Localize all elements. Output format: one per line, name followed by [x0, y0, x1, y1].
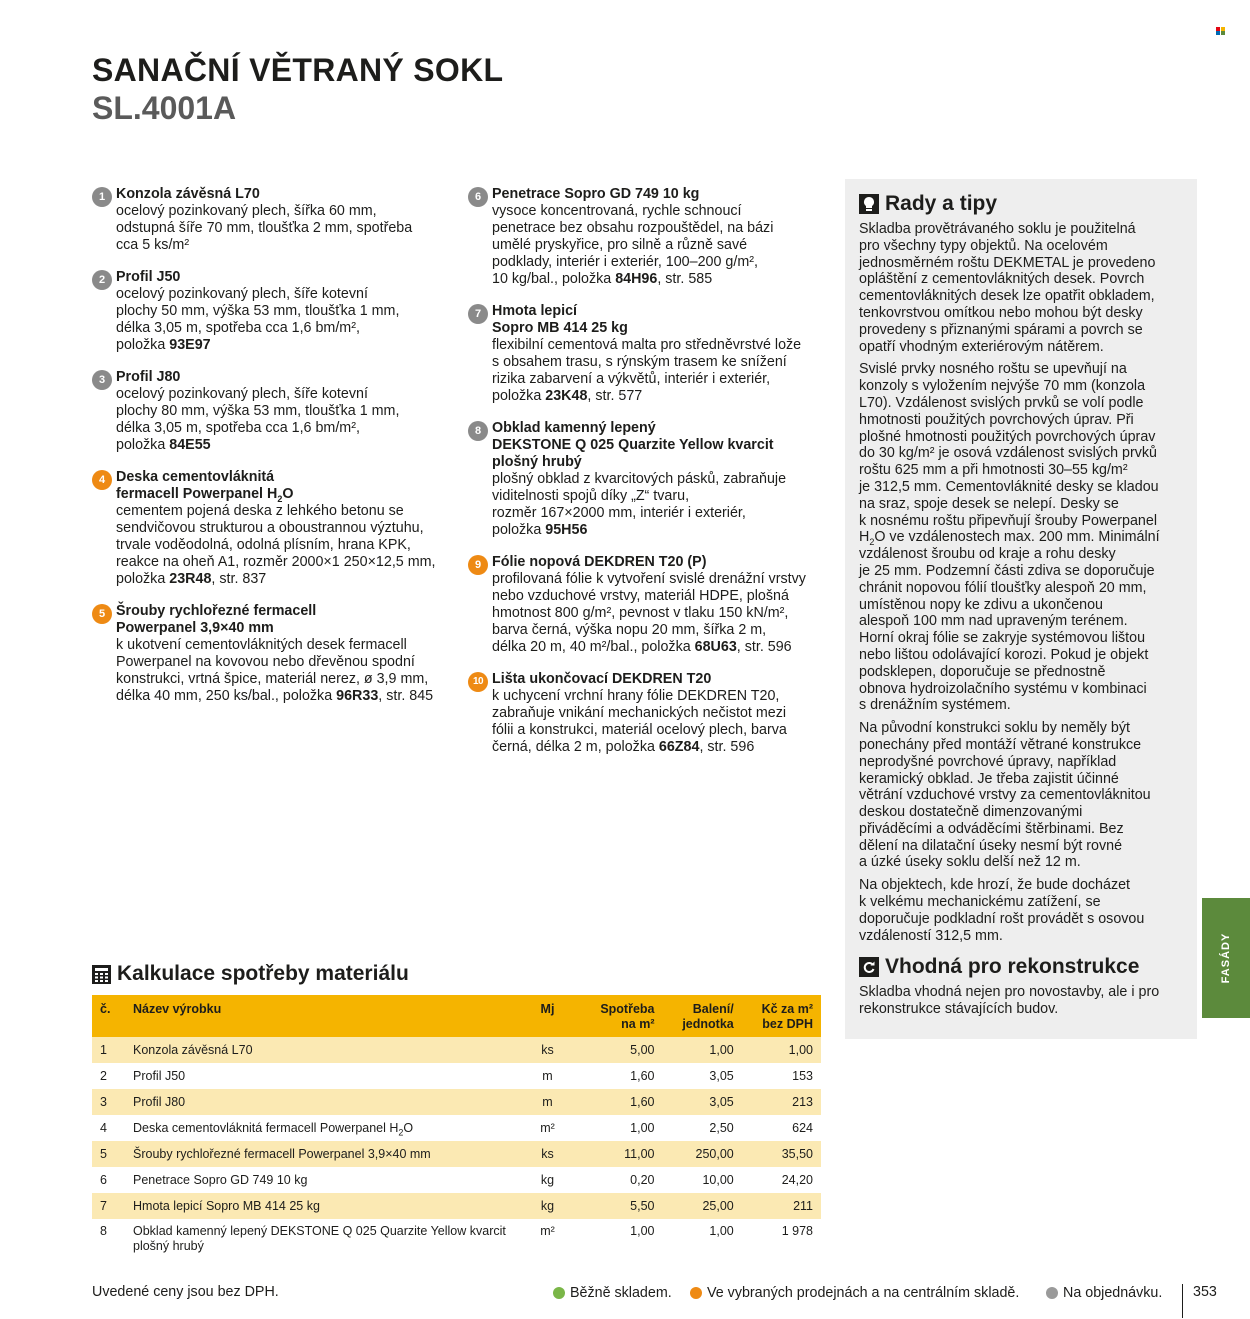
item-desc-line: fólii a konstrukci, materiál ocelový plech, barva [492, 722, 787, 738]
item-number-badge: 10 [468, 672, 488, 692]
col-header-unit: Mj [515, 995, 580, 1037]
renovation-heading: Vhodná pro rekonstrukce [859, 954, 1183, 980]
item-code-line: položka 93E97 [116, 337, 211, 353]
orange-dot-icon [690, 1287, 702, 1299]
table-row: 7 Hmota lepicí Sopro MB 414 25 kg kg 5,50 25,00 211 [92, 1193, 821, 1219]
page-divider [1182, 1284, 1183, 1318]
footer-note: Uvedené ceny jsou bez DPH. [92, 1284, 279, 1300]
item-desc-line: ocelový pozinkovaný plech, šíře kotevní [116, 286, 368, 302]
tips-heading: Rady a tipy [859, 191, 1183, 217]
item-title: Konzola závěsná L70 [116, 186, 260, 202]
item-code: 93E97 [169, 337, 211, 353]
table-row: 3 Profil J80 m 1,60 3,05 213 [92, 1089, 821, 1115]
item-desc-line: odstupná šíře 70 mm, tloušťka 2 mm, spotřeba [116, 220, 413, 236]
item-desc-line: hmotnost 800 g/m², pevnost v tlaku 150 kN/m², [492, 605, 789, 621]
item-number-badge: 3 [92, 370, 112, 390]
page-title: SANAČNÍ VĚTRANÝ SOKL [92, 52, 504, 88]
item-desc-line: flexibilní cementová malta pro středněvrstvé lože [492, 337, 802, 353]
item-title: Fólie nopová DEKDREN T20 (P) [492, 554, 707, 570]
item-desc-line: ocelový pozinkovaný plech, šířka 60 mm, [116, 203, 377, 219]
item-desc-line: plochy 50 mm, výška 53 mm, tloušťka 1 mm, [116, 303, 400, 319]
list-item [92, 369, 452, 454]
calc-table [92, 995, 821, 1259]
item-desc-line: vysoce koncentrovaná, rychle schnoucí [492, 203, 742, 219]
item-desc-line: ocelový pozinkovaný plech, šíře kotevní [116, 386, 368, 402]
item-desc-line: barva černá, výška nopu 20 mm, šířka 2 m, [492, 622, 767, 638]
corner-logo [1216, 27, 1225, 35]
item-code: 23R48 [169, 571, 212, 587]
item-code-line: délka 40 mm, 250 ks/bal., položka 96R33, str. 845 [116, 688, 434, 704]
item-code: 68U63 [694, 639, 737, 655]
tips-paragraph: Svislé prvky nosného roštu se upevňují na konzoly s vyložením nejvýše 70 mm (konzola L70). Vzdálenost svislých prvků se volí podle hmotnosti použitých povrchových úprav. Při plošné hmotnosti použitých povrchových úprav do 30 kg/m² je osová vzdálenost svislých prvků roštu 625 mm a při hmotnosti 30–55 kg/m² je 312,5 mm. Cementovláknité desky se kladou na sraz, spoje desek se nelepí. Desky se k nosnému roštu připevňují šrouby Powerpanel $H_2O$ ve vzdálenostech max. 200 mm. Minimální vzdálenost šroubu od kraje a rohu desky je 25 mm. Podzemní části zdiva se doporučuje chránit nopovou fólií tloušťky alespoň 20 mm, umístěnou nopy ke zdivu a ukončenou alespoň 100 mm nad upraveným terénem. Horní okraj fólie se zakryje systémovou lištou nebo lištou odolávající korozi. Pokud je objekt podsklepen, doporučuje se přednostně obnova hydroizolačního systému v kombinaci s drenážním systémem. [859, 361, 1160, 714]
item-code: 84E55 [169, 437, 211, 453]
list-item [92, 269, 452, 354]
item-desc-line: k uchycení vrchní hrany fólie DEKDREN T20, [492, 688, 780, 704]
item-title: Penetrace Sopro GD 749 10 kg [492, 186, 700, 202]
renovation-text: Skladba vhodná nejen pro novostavby, ale i pro rekonstrukce stávajících budov. [859, 984, 1160, 1018]
item-code: 84H96 [615, 271, 658, 287]
item-number-badge: 5 [92, 604, 112, 624]
item-title: Profil J80 [116, 369, 181, 385]
item-code: 66Z84 [658, 739, 700, 755]
item-desc-line: délka 3,05 m, spotřeba cca 1,6 bm/m², [116, 320, 360, 336]
calc-heading: Kalkulace spotřeby materiálu [92, 962, 409, 986]
item-number-badge: 7 [468, 304, 488, 324]
item-title: plošný hrubý [492, 454, 582, 470]
list-item [92, 469, 452, 588]
green-dot-icon [553, 1287, 565, 1299]
tips-paragraph: Skladba provětrávaného soklu je použitelná pro všechny typy objektů. Na ocelovém jednosměrném roštu DEKMETAL je provedeno opláštění z cementovláknitých desek. Povrch cementovláknitých desek lze opatřit obkladem, tenkovrstvou omítkou nebo mohou být desky provedeny s přiznanými spárami a povrch se opatří vhodným exteriérovým nátěrem. [859, 221, 1156, 355]
lightbulb-icon [859, 194, 879, 214]
list-item [468, 303, 828, 405]
item-title: Hmota lepicí [492, 303, 578, 319]
col-header-price: Kč za m² bez DPH [742, 995, 821, 1037]
item-number-badge: 4 [92, 470, 112, 490]
list-item [92, 186, 452, 254]
legend-in-stock: Běžně skladem. [553, 1285, 672, 1301]
table-header-row [92, 995, 821, 1037]
item-desc-line: umělé pryskyřice, pro silně a různě savé [492, 237, 748, 253]
calculator-icon [92, 965, 111, 984]
item-title: Obklad kamenný lepený [492, 420, 656, 436]
item-title: Šrouby rychlořezné fermacell [116, 603, 317, 619]
item-number-badge: 1 [92, 187, 112, 207]
legend-selected-stores: Ve vybraných prodejnách a na centrálním skladě. [690, 1285, 1019, 1301]
item-desc-line: rizika zabarvení a výkvětů, interiér i exteriér, [492, 371, 771, 387]
section-tab-fasady[interactable]: FASÁDY [1202, 898, 1250, 1018]
item-desc-line: Powerpanel na kovovou nebo dřevěnou spodní [116, 654, 415, 670]
item-desc-line: plošný obklad z kvarcitových pásků, zabraňuje [492, 471, 787, 487]
item-code: 96R33 [336, 688, 379, 704]
page-subtitle: SL.4001A [92, 90, 237, 126]
item-code-line: délka 20 m, 40 m²/bal., položka 68U63, str. 596 [492, 639, 792, 655]
item-desc-line: nebo vzduchové vrstvy, materiál HDPE, plošná [492, 588, 789, 604]
item-code-line: položka 23R48, str. 837 [116, 571, 267, 587]
item-desc-line: reakce na oheň A1, rozměr 2000×1 250×12,5 mm, [116, 554, 436, 570]
list-item [468, 671, 828, 756]
col-header-num: č. [92, 995, 125, 1037]
item-desc-line: sendvičovou strukturou a oboustrannou výztuhu, [116, 520, 424, 536]
table-row: 1 Konzola závěsná L70 ks 5,00 1,00 1,00 [92, 1037, 821, 1063]
item-desc-line: podklady, interiér i exteriér, 100–200 g/m², [492, 254, 758, 270]
item-desc-line: cca 5 ks/m² [116, 237, 190, 253]
legend-on-order: Na objednávku. [1046, 1285, 1162, 1301]
items-right-column [468, 186, 828, 771]
item-desc-line: trvale voděodolná, odolná plísním, hrana KPK, [116, 537, 411, 553]
item-code-line: položka 23K48, str. 577 [492, 388, 643, 404]
item-desc-line: zabraňuje vnikání mechanických nečistot mezi [492, 705, 787, 721]
item-code-line: položka 84E55 [116, 437, 211, 453]
item-code-line: položka 95H56 [492, 522, 588, 538]
item-desc-line: k ukotvení cementovláknitých desek fermacell [116, 637, 407, 653]
item-desc-line: délka 3,05 m, spotřeba cca 1,6 bm/m², [116, 420, 360, 436]
item-code-line: 10 kg/bal., položka 84H96, str. 585 [492, 271, 713, 287]
item-number-badge: 2 [92, 270, 112, 290]
list-item [468, 554, 828, 656]
item-code-line: černá, délka 2 m, položka 66Z84, str. 596 [492, 739, 755, 755]
refresh-icon [859, 957, 879, 977]
item-number-badge: 8 [468, 421, 488, 441]
item-desc-line: konstrukci, vrtná špice, materiál nerez, ø 3,9 mm, [116, 671, 429, 687]
item-title: Powerpanel 3,9×40 mm [116, 620, 274, 636]
item-title: Lišta ukončovací DEKDREN T20 [492, 671, 712, 687]
table-row: 4 Deska cementovláknitá fermacell Powerpanel $H_2O$ m² 1,00 2,50 624 [100, 1120, 813, 1137]
item-desc-line: cementem pojená deska z lehkého betonu se [116, 503, 404, 519]
item-title: fermacell Powerpanel $H_2O$ [116, 486, 294, 504]
list-item [468, 420, 828, 539]
item-code: 95H56 [545, 522, 588, 538]
tips-paragraph: Na objektech, kde hrozí, že bude docházet k velkému mechanickému zatížení, se doporučuje podkladní rošt provádět s osovou vzdáleností 312,5 mm. [859, 877, 1145, 944]
item-number-badge: 9 [468, 555, 488, 575]
item-desc-line: profilovaná fólie k vytvoření svislé drenážní vrstvy [492, 571, 806, 587]
tips-paragraph: Na původní konstrukci soklu by neměly být ponechány před montáží větrané konstrukce neprodyšné povrchové úpravy, například keramický obklad. Je třeba zajistit účinné větrání vzduchové vrstvy za cementovláknitou deskou dostatečně dimenzovanými přiváděcími a odváděcími štěrbinami. Bez dělení na dilatační úseky nesmí být rovné a úzké úseky soklu delší než 12 m. [859, 720, 1151, 871]
list-item [92, 603, 452, 705]
table-row: 5 Šrouby rychlořezné fermacell Powerpanel 3,9×40 mm ks 11,00 250,00 35,50 [92, 1141, 821, 1167]
item-desc-line: rozměr 167×2000 mm, interiér i exteriér, [492, 505, 746, 521]
table-row: 2 Profil J50 m 1,60 3,05 153 [100, 1068, 813, 1083]
gray-dot-icon [1046, 1287, 1058, 1299]
col-header-consumption: Spotřeba na m² [580, 995, 663, 1037]
item-title: Deska cementovláknitá [116, 469, 275, 485]
table-row: 6 Penetrace Sopro GD 749 10 kg kg 0,20 10,00 24,20 [100, 1172, 813, 1187]
page-number: 353 [1193, 1284, 1217, 1300]
table-row: 8 Obklad kamenný lepený DEKSTONE Q 025 Quarzite Yellow kvarcit plošný hrubý m² 1,00 1,00 1 978 [100, 1224, 813, 1253]
item-number-badge: 6 [468, 187, 488, 207]
list-item [468, 186, 828, 288]
item-desc-line: s obsahem trasu, s rýnským trasem ke snížení [492, 354, 787, 370]
col-header-name: Název výrobku [125, 995, 515, 1037]
item-desc-line: penetrace bez obsahu rozpouštědel, na bázi [492, 220, 774, 236]
items-left-column [92, 186, 452, 720]
item-desc-line: viditelnosti spojů díky „Z“ tvaru, [492, 488, 690, 504]
item-title: Sopro MB 414 25 kg [492, 320, 628, 336]
item-title: DEKSTONE Q 025 Quarzite Yellow kvarcit [492, 437, 774, 453]
item-title: Profil J50 [116, 269, 181, 285]
tips-panel [845, 179, 1197, 1039]
item-desc-line: plochy 80 mm, výška 53 mm, tloušťka 1 mm, [116, 403, 400, 419]
col-header-package: Balení/ jednotka [663, 995, 742, 1037]
item-code: 23K48 [545, 388, 588, 404]
